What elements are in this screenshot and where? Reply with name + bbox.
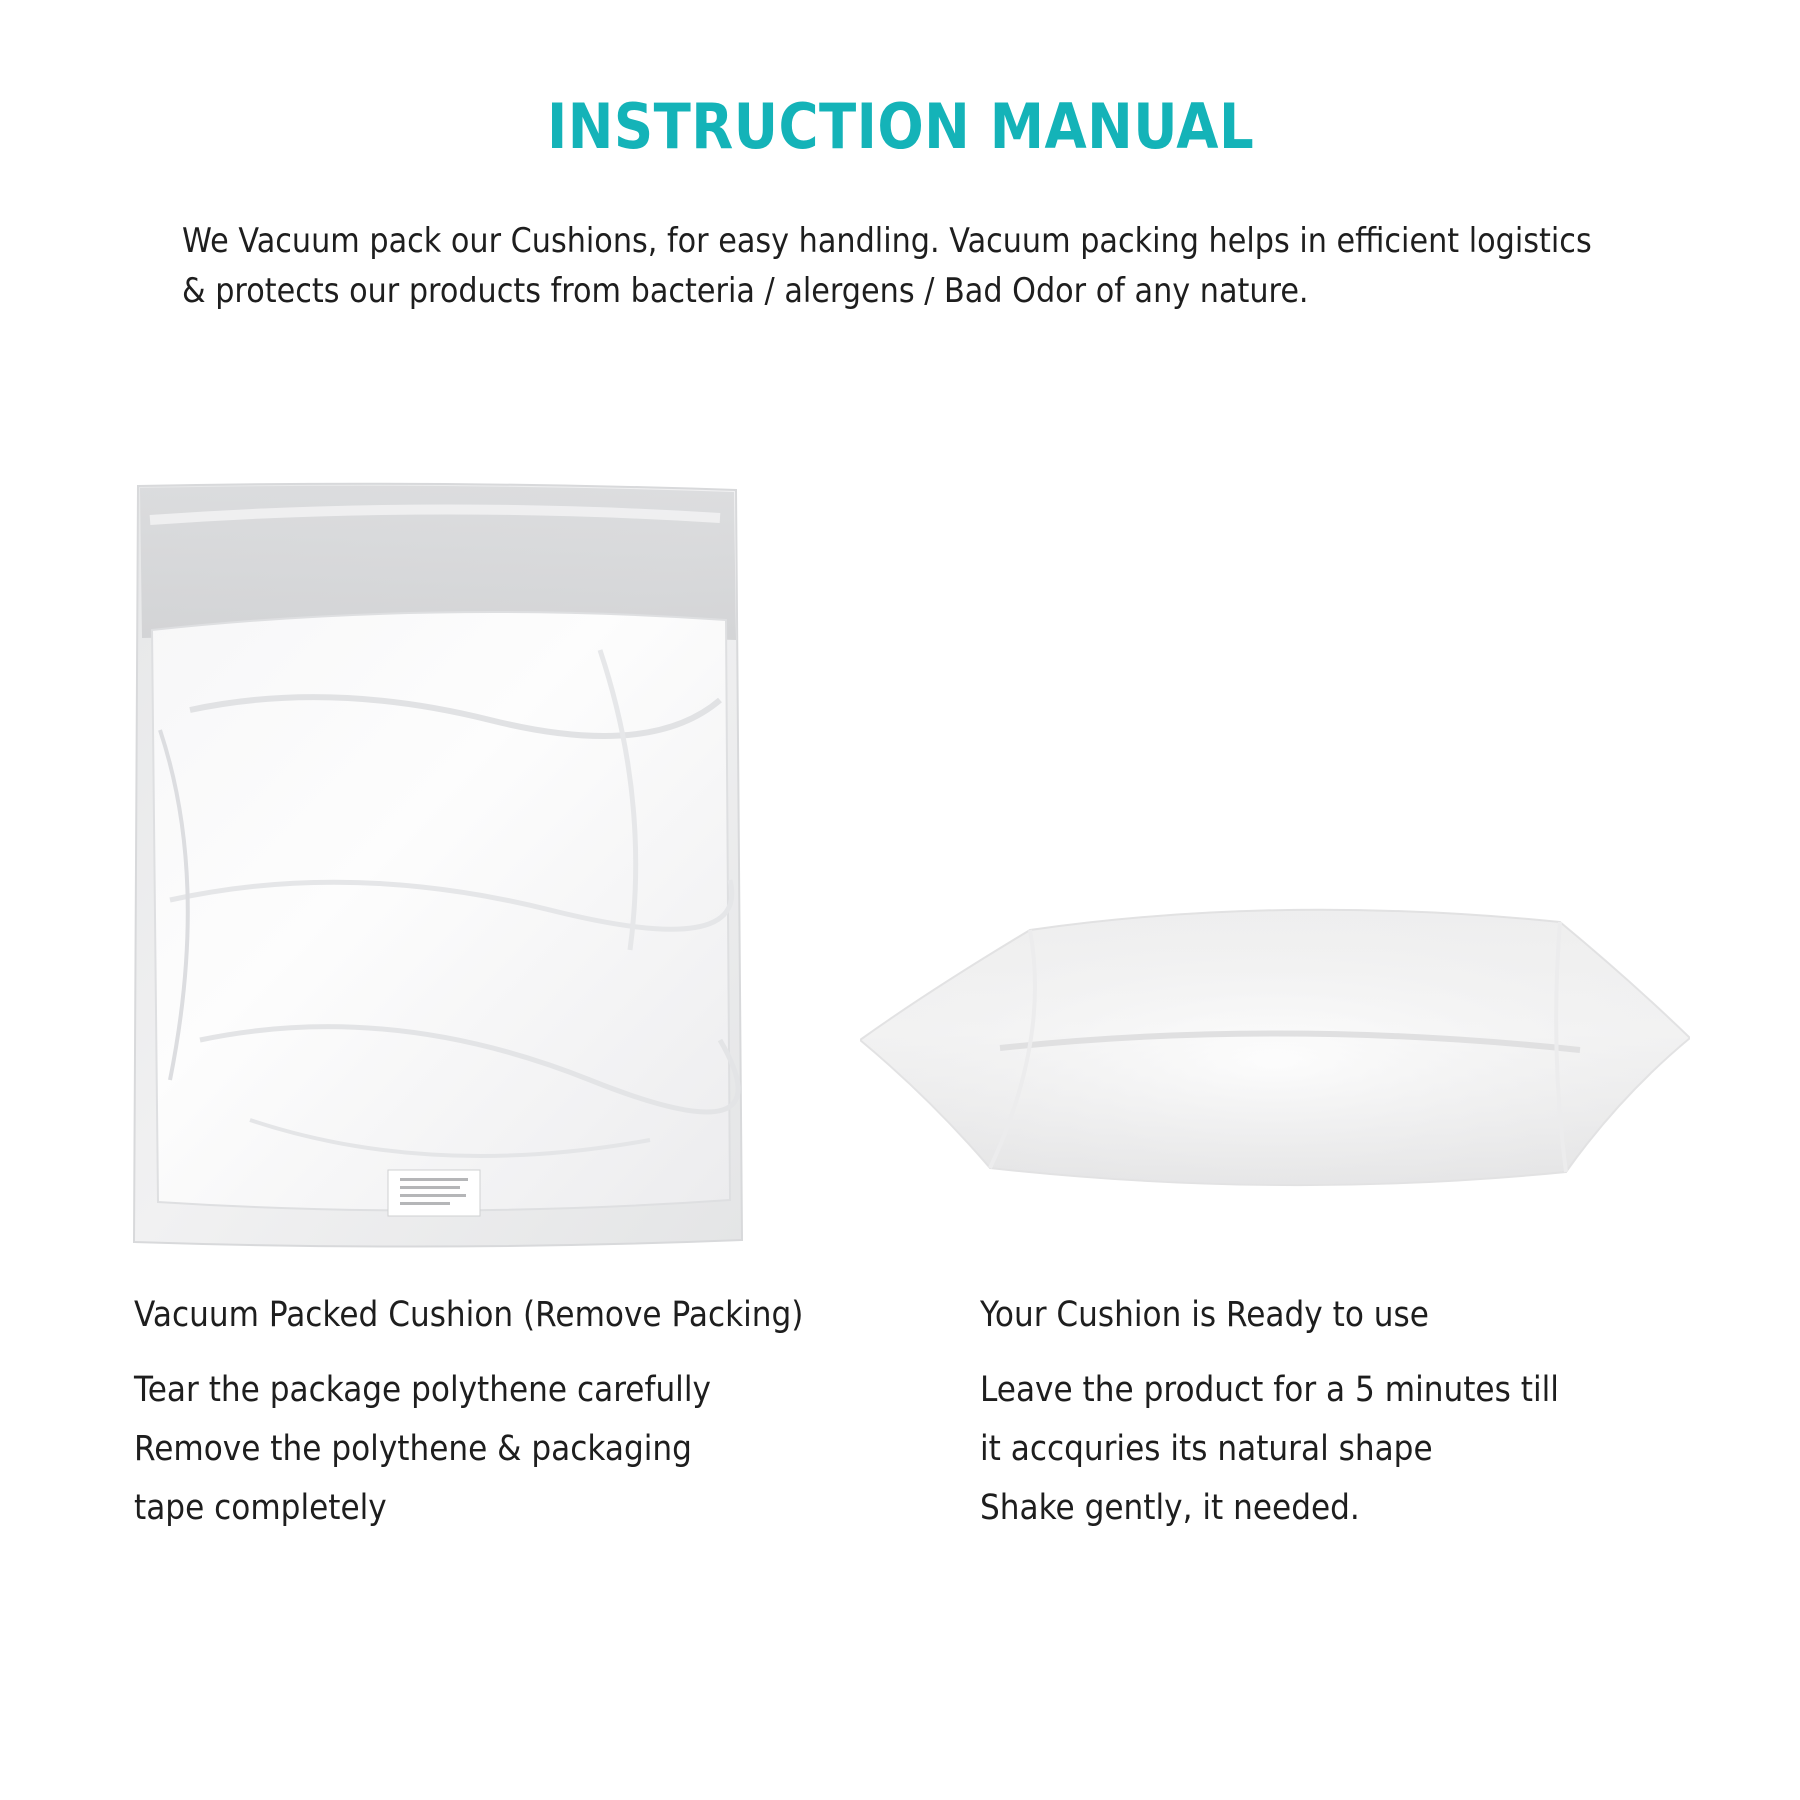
step-line: Leave the product for a 5 minutes till bbox=[980, 1370, 1559, 1410]
step-remove-packing bbox=[134, 1286, 803, 1538]
step-line: Remove the polythene & packaging bbox=[134, 1429, 692, 1469]
intro-line: & protects our products from bacteria / alergens / Bad Odor of any nature. bbox=[182, 271, 1309, 311]
step-line: it accquries its natural shape bbox=[980, 1429, 1433, 1469]
step-ready-to-use bbox=[980, 1286, 1559, 1538]
step-heading: Vacuum Packed Cushion (Remove Packing) bbox=[134, 1295, 804, 1335]
step-line: Tear the package polythene carefully bbox=[134, 1370, 711, 1410]
vacuum-packed-cushion-image bbox=[130, 480, 750, 1252]
step-line: Shake gently, it needed. bbox=[980, 1488, 1360, 1528]
ready-cushion-image bbox=[860, 900, 1690, 1200]
page-title: INSTRUCTION MANUAL bbox=[547, 90, 1255, 163]
intro-line: We Vacuum pack our Cushions, for easy handling. Vacuum packing helps in efficient logistics bbox=[182, 221, 1592, 261]
intro-paragraph bbox=[182, 216, 1592, 316]
step-line: tape completely bbox=[134, 1488, 387, 1528]
step-heading: Your Cushion is Ready to use bbox=[980, 1295, 1429, 1335]
